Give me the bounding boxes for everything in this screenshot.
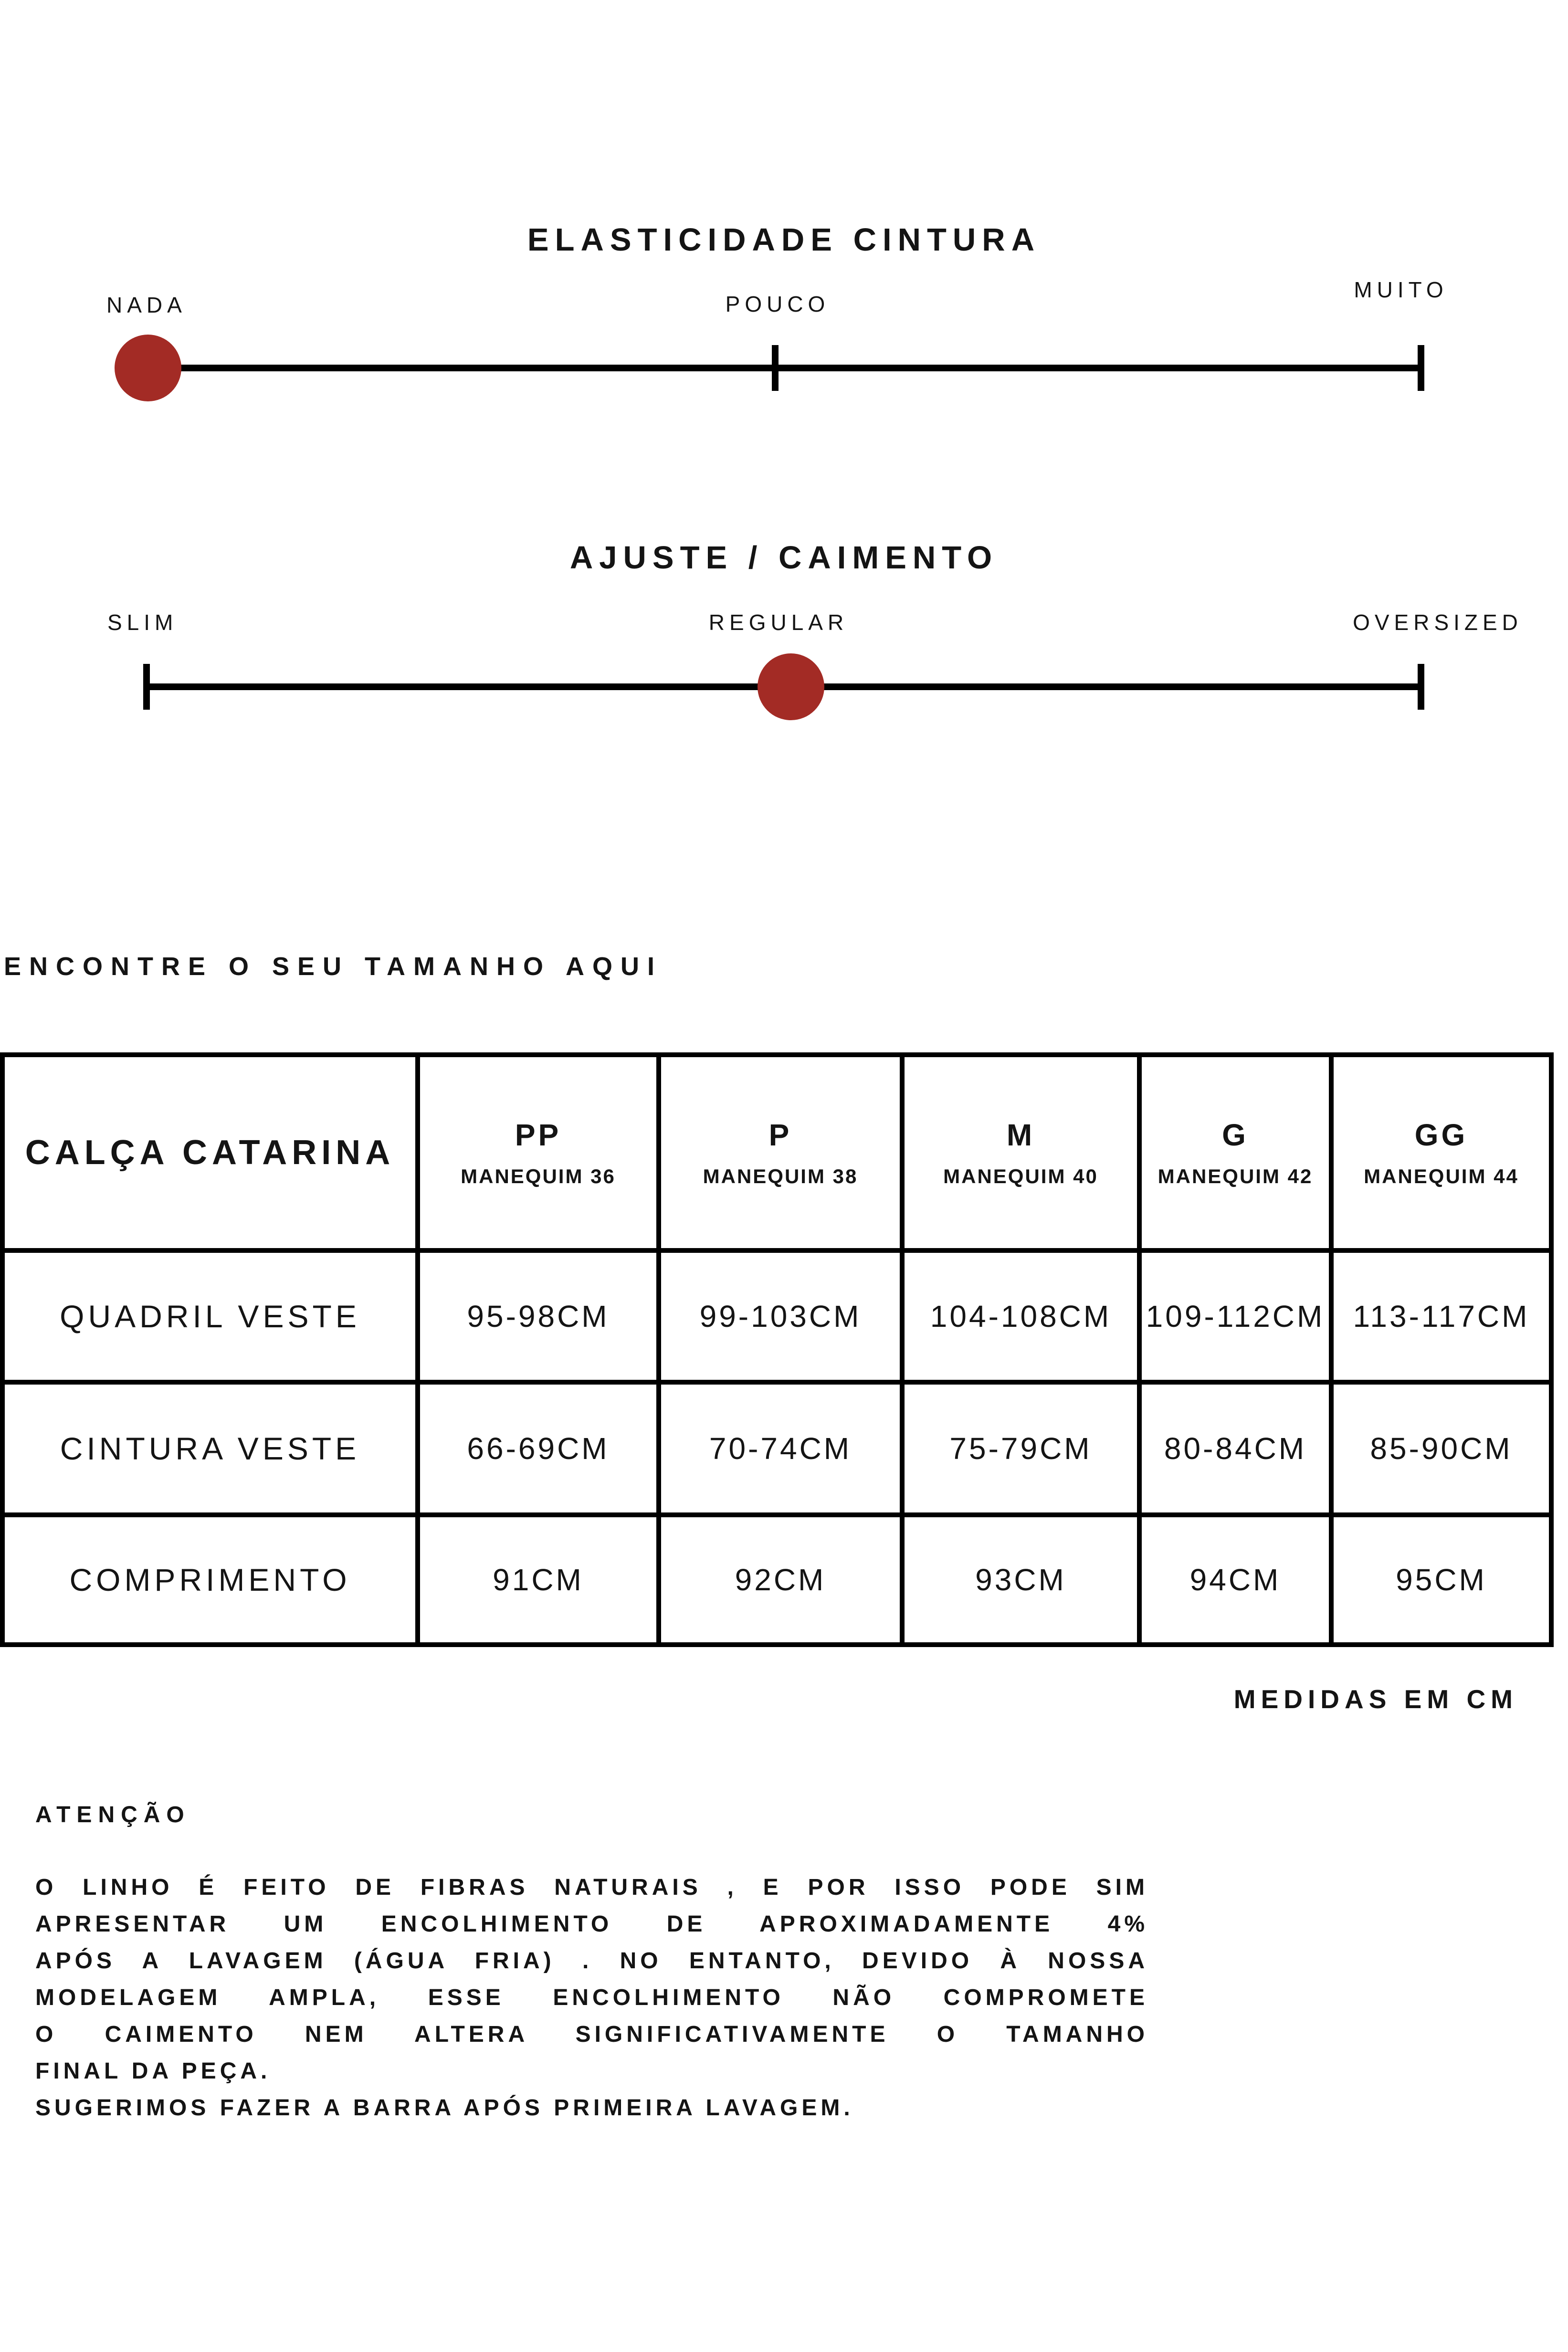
table-cell: 99-103CM (661, 1253, 900, 1380)
size-label: P (768, 1118, 792, 1152)
attention-heading: ATENÇÃO (35, 1802, 190, 1827)
attention-line: FINAL DA PEÇA. (35, 2058, 271, 2084)
mannequin-label: MANEQUIM 36 (461, 1165, 616, 1187)
size-column-header-g (1142, 1057, 1329, 1248)
fit-end-tick (1418, 664, 1424, 710)
table-cell: 66-69CM (420, 1385, 656, 1512)
table-cell: 95-98CM (420, 1253, 656, 1380)
units-note: MEDIDAS EM CM (1233, 1684, 1518, 1714)
fit-indicator-dot (758, 653, 824, 720)
size-label: PP (515, 1118, 562, 1152)
size-label: M (1006, 1118, 1035, 1152)
size-label: G (1222, 1118, 1249, 1152)
table-cell: 92CM (661, 1517, 900, 1642)
size-column-header-gg (1334, 1057, 1549, 1248)
size-chart-table (0, 1052, 1554, 1647)
table-cell: 93CM (905, 1517, 1137, 1642)
table-cell: 95CM (1334, 1517, 1549, 1642)
attention-paragraph (35, 1869, 1148, 2126)
table-cell: 109-112CM (1142, 1253, 1329, 1380)
waist-elasticity-track (148, 365, 1421, 371)
size-column-header-m (905, 1057, 1137, 1248)
row-label-cintura-veste: CINTURA VESTE (5, 1385, 415, 1512)
fit-label-slim: SLIM (107, 610, 178, 635)
size-column-header-p (661, 1057, 900, 1248)
mannequin-label: MANEQUIM 44 (1364, 1165, 1519, 1187)
find-your-size-heading: ENCONTRE O SEU TAMANHO AQUI (4, 952, 663, 981)
attention-line: O LINHO É FEITO DE FIBRAS NATURAIS , E POR ISSO PODE SIM (35, 1875, 1148, 1900)
size-label: GG (1414, 1118, 1468, 1152)
table-cell: 85-90CM (1334, 1385, 1549, 1512)
attention-line: APÓS A LAVAGEM (ÁGUA FRIA) . NO ENTANTO, DEVIDO À NOSSA (35, 1948, 1148, 1974)
attention-line: SUGERIMOS FAZER A BARRA APÓS PRIMEIRA LAVAGEM. (35, 2095, 854, 2121)
product-name-cell: CALÇA CATARINA (5, 1057, 415, 1248)
table-cell: 104-108CM (905, 1253, 1137, 1380)
waist-elasticity-label-muito: MUITO (1354, 277, 1448, 302)
fit-title: AJUSTE / CAIMENTO (569, 540, 999, 576)
waist-elasticity-label-pouco: POUCO (725, 292, 830, 316)
table-cell: 113-117CM (1334, 1253, 1549, 1380)
attention-line: APRESENTAR UM ENCOLHIMENTO DE APROXIMADAMENTE 4% (35, 1911, 1148, 1937)
table-cell: 70-74CM (661, 1385, 900, 1512)
row-label-quadril-veste: QUADRIL VESTE (5, 1253, 415, 1380)
fit-start-tick (143, 664, 150, 710)
waist-elasticity-title: ELASTICIDADE CINTURA (527, 222, 1041, 258)
waist-elasticity-indicator-dot (115, 335, 181, 401)
fit-label-regular: REGULAR (708, 610, 849, 635)
waist-elasticity-label-nada: NADA (106, 293, 187, 317)
table-cell: 80-84CM (1142, 1385, 1329, 1512)
mannequin-label: MANEQUIM 40 (943, 1165, 1098, 1187)
table-cell: 75-79CM (905, 1385, 1137, 1512)
table-cell: 94CM (1142, 1517, 1329, 1642)
attention-line: MODELAGEM AMPLA, ESSE ENCOLHIMENTO NÃO COMPROMETE (35, 1985, 1148, 2010)
table-cell: 91CM (420, 1517, 656, 1642)
waist-elasticity-end-tick (1418, 345, 1424, 391)
mannequin-label: MANEQUIM 42 (1158, 1165, 1313, 1187)
mannequin-label: MANEQUIM 38 (703, 1165, 858, 1187)
attention-line: O CAIMENTO NEM ALTERA SIGNIFICATIVAMENTE O TAMANHO (35, 2022, 1148, 2047)
row-label-comprimento: COMPRIMENTO (5, 1517, 415, 1642)
waist-elasticity-mid-tick (772, 345, 779, 391)
fit-label-oversized: OVERSIZED (1353, 610, 1523, 635)
size-column-header-pp (420, 1057, 656, 1248)
